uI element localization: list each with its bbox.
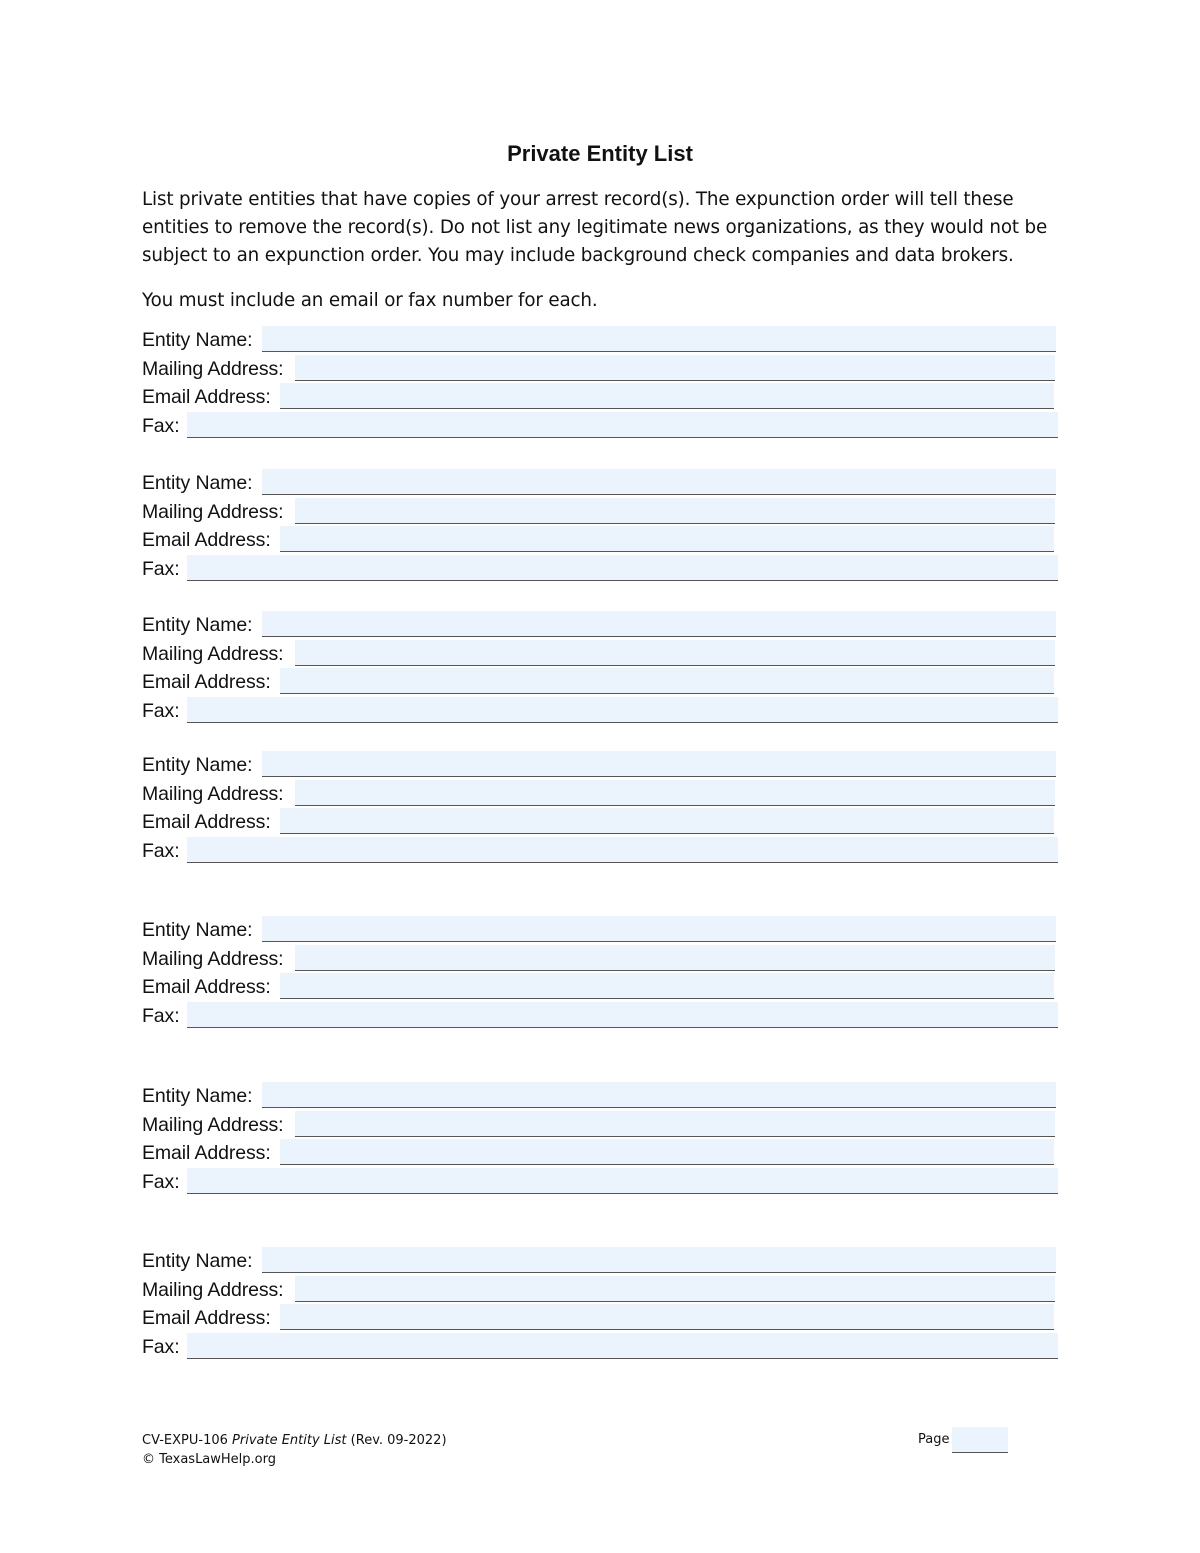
page-label: Page [918, 1432, 950, 1447]
instructions [142, 186, 1072, 332]
email-address-label: Email Address: [142, 1142, 271, 1164]
mailing-address-field[interactable] [295, 780, 1055, 806]
form-title: Private Entity List [232, 1433, 347, 1448]
mailing-address-field[interactable] [295, 1111, 1055, 1137]
mailing-address-label: Mailing Address: [142, 782, 284, 805]
entity-block [142, 1247, 1058, 1361]
fax-field[interactable] [187, 1333, 1058, 1359]
email-address-label: Email Address: [142, 976, 271, 998]
fax-label: Fax: [142, 1004, 180, 1027]
mailing-address-label: Mailing Address: [142, 1113, 284, 1136]
entity-block [142, 1082, 1058, 1196]
fax-field[interactable] [187, 1168, 1058, 1194]
entity-name-label: Entity Name: [142, 754, 253, 776]
entity-block [142, 469, 1058, 583]
mailing-address-field[interactable] [295, 640, 1055, 666]
fax-field[interactable] [187, 697, 1058, 723]
fax-field[interactable] [187, 412, 1058, 438]
copyright: © TexasLawHelp.org [142, 1452, 276, 1467]
entity-name-field[interactable] [262, 1082, 1056, 1108]
fax-label: Fax: [142, 699, 180, 722]
entity-name-label: Entity Name: [142, 329, 253, 351]
mailing-address-label: Mailing Address: [142, 357, 284, 380]
email-address-field[interactable] [280, 1139, 1054, 1165]
mailing-address-label: Mailing Address: [142, 947, 284, 970]
fax-field[interactable] [187, 837, 1058, 863]
email-address-label: Email Address: [142, 529, 271, 551]
mailing-address-field[interactable] [295, 355, 1055, 381]
entity-block [142, 611, 1058, 725]
entity-name-label: Entity Name: [142, 1085, 253, 1107]
email-address-label: Email Address: [142, 386, 271, 408]
entity-block [142, 916, 1058, 1030]
entity-block [142, 326, 1058, 440]
fax-label: Fax: [142, 557, 180, 580]
email-address-label: Email Address: [142, 811, 271, 833]
entity-name-label: Entity Name: [142, 614, 253, 636]
fax-label: Fax: [142, 414, 180, 437]
email-address-field[interactable] [280, 808, 1054, 834]
fax-label: Fax: [142, 1335, 180, 1358]
email-address-field[interactable] [280, 526, 1054, 552]
entity-name-field[interactable] [262, 751, 1056, 777]
email-address-label: Email Address: [142, 1307, 271, 1329]
page-title: Private Entity List [507, 141, 693, 166]
page-number [918, 1427, 949, 1453]
footer [142, 1431, 447, 1469]
entity-name-field[interactable] [262, 326, 1056, 352]
entity-name-label: Entity Name: [142, 472, 253, 494]
entity-name-field[interactable] [262, 1247, 1056, 1273]
mailing-address-field[interactable] [295, 498, 1055, 524]
fax-label: Fax: [142, 1170, 180, 1193]
entity-name-field[interactable] [262, 469, 1056, 495]
email-address-label: Email Address: [142, 671, 271, 693]
mailing-address-label: Mailing Address: [142, 1278, 284, 1301]
form-revision: (Rev. 09-2022) [350, 1433, 447, 1448]
email-address-field[interactable] [280, 383, 1054, 409]
fax-field[interactable] [187, 1002, 1058, 1028]
mailing-address-field[interactable] [295, 945, 1055, 971]
instructions-paragraph: List private entities that have copies of your arrest record(s). The expunction order will tell these entities to remove the record(s). Do not list any legitimate news organizations, as they would not be subject to an expunction order. You may include background check companies and data brokers. [142, 189, 1048, 266]
entity-name-label: Entity Name: [142, 919, 253, 941]
mailing-address-label: Mailing Address: [142, 642, 284, 665]
fax-label: Fax: [142, 839, 180, 862]
email-address-field[interactable] [280, 668, 1054, 694]
email-address-field[interactable] [280, 973, 1054, 999]
instructions-requirement: You must include an email or fax number for each. [142, 290, 598, 311]
entity-block [142, 751, 1058, 865]
form-code: CV-EXPU-106 [142, 1433, 228, 1448]
entity-name-label: Entity Name: [142, 1250, 253, 1272]
entity-name-field[interactable] [262, 611, 1056, 637]
entity-name-field[interactable] [262, 916, 1056, 942]
email-address-field[interactable] [280, 1304, 1054, 1330]
page-number-field[interactable] [952, 1427, 1008, 1453]
form-identifier [142, 1431, 447, 1450]
mailing-address-label: Mailing Address: [142, 500, 284, 523]
fax-field[interactable] [187, 555, 1058, 581]
mailing-address-field[interactable] [295, 1276, 1055, 1302]
